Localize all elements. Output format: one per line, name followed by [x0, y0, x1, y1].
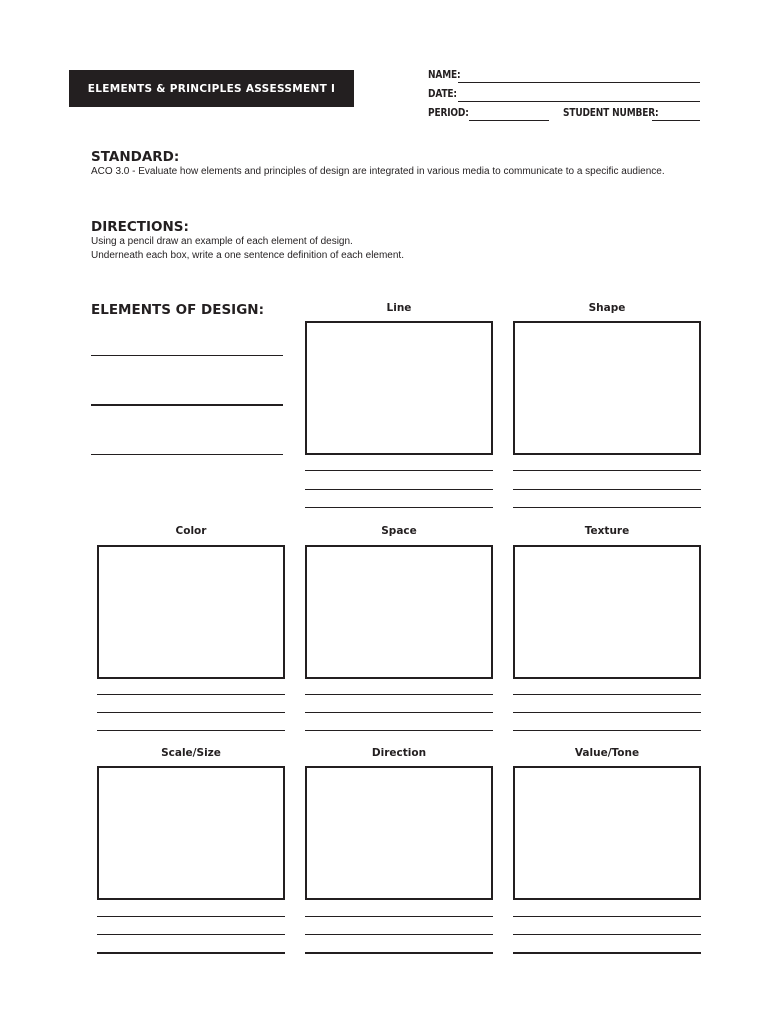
date-label: DATE:: [428, 87, 457, 100]
direction-definition-line-3[interactable]: [305, 952, 493, 954]
directions-line-1: Using a pencil draw an example of each element of design.: [91, 236, 353, 247]
scale-size-definition-line-1[interactable]: [97, 916, 285, 917]
texture-drawing-box[interactable]: [513, 545, 701, 679]
scale-size-definition-line-3[interactable]: [97, 952, 285, 954]
standard-text: ACO 3.0 - Evaluate how elements and principles of design are integrated in various media to communicate to a specific audience.: [91, 166, 665, 177]
texture-definition-line-2[interactable]: [513, 712, 701, 713]
scale-size-box-label: Scale/Size: [161, 747, 221, 759]
shape-definition-line-1[interactable]: [513, 470, 701, 471]
line-definition-line-3[interactable]: [305, 507, 493, 508]
line-drawing-box[interactable]: [305, 321, 493, 455]
assessment-title: [69, 70, 354, 107]
shape-definition-line-3[interactable]: [513, 507, 701, 508]
color-box-label: Color: [175, 525, 207, 537]
space-definition-line-2[interactable]: [305, 712, 493, 713]
value-tone-definition-line-3[interactable]: [513, 952, 701, 954]
line-definition-line-2[interactable]: [305, 489, 493, 490]
shape-box-label: Shape: [588, 302, 626, 314]
space-box-label: Space: [381, 525, 417, 537]
direction-box-label: Direction: [371, 747, 427, 759]
value-tone-definition-line-2[interactable]: [513, 934, 701, 935]
shape-definition-line-2[interactable]: [513, 489, 701, 490]
date-field[interactable]: [458, 101, 700, 102]
texture-definition-line-1[interactable]: [513, 694, 701, 695]
texture-box-label: Texture: [584, 525, 630, 537]
name-label: NAME:: [428, 68, 461, 81]
name-field[interactable]: [458, 82, 700, 83]
scale-size-definition-line-2[interactable]: [97, 934, 285, 935]
color-definition-line-1[interactable]: [97, 694, 285, 695]
texture-definition-line-3[interactable]: [513, 730, 701, 731]
assessment-title-text: ELEMENTS & PRINCIPLES ASSESSMENT I: [87, 82, 336, 95]
shape-drawing-box[interactable]: [513, 321, 701, 455]
period-label: PERIOD:: [428, 106, 469, 119]
elements-writing-line-1[interactable]: [91, 355, 283, 356]
value-tone-definition-line-1[interactable]: [513, 916, 701, 917]
elements-writing-line-3[interactable]: [91, 454, 283, 455]
standard-heading: STANDARD:: [91, 149, 180, 165]
color-definition-line-3[interactable]: [97, 730, 285, 731]
elements-writing-line-2[interactable]: [91, 404, 283, 406]
color-definition-line-2[interactable]: [97, 712, 285, 713]
directions-line-2: Underneath each box, write a one sentence definition of each element.: [91, 250, 404, 261]
period-field[interactable]: [469, 120, 549, 121]
line-definition-line-1[interactable]: [305, 470, 493, 471]
direction-definition-line-2[interactable]: [305, 934, 493, 935]
directions-heading: DIRECTIONS:: [91, 219, 189, 235]
scale-size-drawing-box[interactable]: [97, 766, 285, 900]
value-tone-box-label: Value/Tone: [574, 747, 640, 759]
student-number-field[interactable]: [652, 120, 700, 121]
value-tone-drawing-box[interactable]: [513, 766, 701, 900]
direction-definition-line-1[interactable]: [305, 916, 493, 917]
space-definition-line-1[interactable]: [305, 694, 493, 695]
elements-heading: ELEMENTS OF DESIGN:: [91, 302, 264, 318]
color-drawing-box[interactable]: [97, 545, 285, 679]
space-drawing-box[interactable]: [305, 545, 493, 679]
line-box-label: Line: [386, 302, 412, 314]
student-number-label: STUDENT NUMBER:: [563, 106, 659, 119]
direction-drawing-box[interactable]: [305, 766, 493, 900]
student-info-fields: [428, 67, 708, 127]
space-definition-line-3[interactable]: [305, 730, 493, 731]
